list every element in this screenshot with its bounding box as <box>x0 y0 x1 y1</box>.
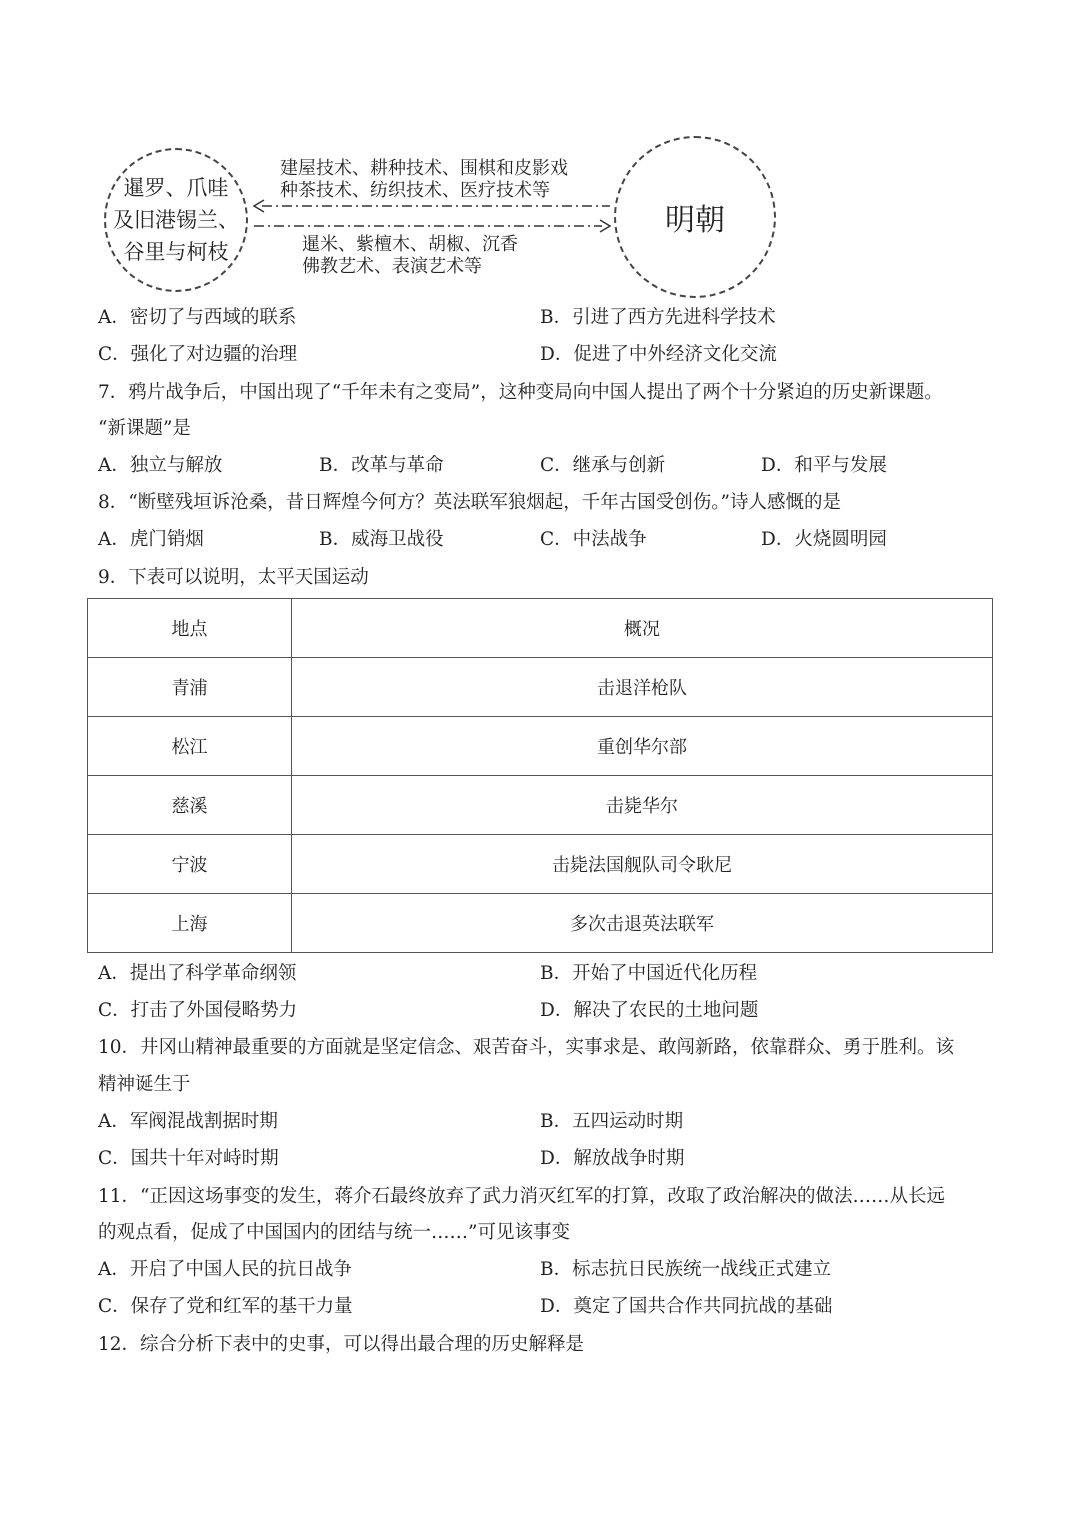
option[interactable]: C．国共十年对峙时期 <box>98 1148 279 1169</box>
export-line: 种茶技术、纺织技术、医疗技术等 <box>280 180 550 201</box>
table-row <box>88 717 993 776</box>
table-cell: 慈溪 <box>88 776 292 835</box>
export-line: 建屋技术、耕种技术、围棋和皮影戏 <box>280 158 568 179</box>
import-text <box>302 234 518 278</box>
left-circle-line: 谷里与柯枝 <box>123 240 229 264</box>
ming-dynasty-circle <box>614 136 776 298</box>
option[interactable]: D．和平与发展 <box>761 455 887 476</box>
question-stem: “新课题”是 <box>98 418 191 439</box>
question-stem: 9．下表可以说明，太平天国运动 <box>98 567 369 588</box>
table-cell: 击毙法国舰队司令耿尼 <box>292 835 993 894</box>
ming-dynasty-label: 明朝 <box>665 203 725 238</box>
table-cell: 击退洋枪队 <box>292 658 993 717</box>
table-cell: 击毙华尔 <box>292 776 993 835</box>
option[interactable]: A．提出了科学革命纲领 <box>98 963 297 984</box>
table-cell: 青浦 <box>88 658 292 717</box>
option[interactable]: C．打击了外国侵略势力 <box>98 1000 298 1021</box>
question-stem: 12．综合分析下表中的史事，可以得出最合理的历史解释是 <box>98 1334 585 1355</box>
table-cell: 松江 <box>88 717 292 776</box>
table-row <box>88 658 993 717</box>
option[interactable]: C．中法战争 <box>540 529 647 550</box>
question-stem: 精神诞生于 <box>98 1074 191 1095</box>
option[interactable]: D．解放战争时期 <box>540 1148 685 1169</box>
right-arrow-icon <box>254 220 610 232</box>
table-cell: 多次击退英法联军 <box>292 894 993 953</box>
option[interactable]: A．密切了与西域的联系 <box>98 307 297 328</box>
left-arrow-icon <box>254 200 610 212</box>
option[interactable]: A．军阀混战割据时期 <box>98 1111 278 1132</box>
question-stem: 8．“断壁残垣诉沧桑，昔日辉煌今何方？英法联军狼烟起，千年古国受创伤。”诗人感慨的是 <box>98 492 841 513</box>
option[interactable]: B．开始了中国近代化历程 <box>540 963 758 984</box>
table-row <box>88 894 993 953</box>
option[interactable]: C．继承与创新 <box>540 455 666 476</box>
exchange-arrows <box>250 196 614 236</box>
option[interactable]: C．强化了对边疆的治理 <box>98 344 298 365</box>
question-stem: 的观点看，促成了中国国内的团结与统一……”可见该事变 <box>98 1222 570 1243</box>
option[interactable]: B．引进了西方先进科学技术 <box>540 307 776 328</box>
option[interactable]: B．威海卫战役 <box>319 529 444 550</box>
table-cell: 上海 <box>88 894 292 953</box>
option[interactable]: D．解决了农民的土地问题 <box>540 1000 759 1021</box>
taiping-table <box>87 598 993 953</box>
left-circle-line: 暹罗、爪哇 <box>123 176 229 200</box>
option[interactable]: D．促进了中外经济文化交流 <box>540 344 777 365</box>
option[interactable]: B．五四运动时期 <box>540 1111 684 1132</box>
option[interactable]: D．火烧圆明园 <box>761 529 887 550</box>
table-cell: 重创华尔部 <box>292 717 993 776</box>
table-row <box>88 835 993 894</box>
question-stem: 7．鸦片战争后，中国出现了“千年未有之变局”，这种变局向中国人提出了两个十分紧迫的历史新课题。 <box>98 382 943 403</box>
question-stem: 10．井冈山精神最重要的方面就是坚定信念、艰苦奋斗，实事求是、敢闯新路，依靠群众、勇于胜利。该 <box>98 1037 955 1058</box>
left-circle-line: 及旧港锡兰、 <box>113 208 239 232</box>
table-header: 地点 <box>88 599 292 658</box>
import-line: 暹米、紫檀木、胡椒、沉香 <box>302 234 518 255</box>
table-header: 概况 <box>292 599 993 658</box>
southeast-asia-circle <box>104 148 248 292</box>
table-cell: 宁波 <box>88 835 292 894</box>
option[interactable]: D．奠定了国共合作共同抗战的基础 <box>540 1296 833 1317</box>
table-row <box>88 776 993 835</box>
question-stem: 11．“正因这场事变的发生，蒋介石最终放弃了武力消灭红军的打算，改取了政治解决的做法……从长远 <box>98 1186 946 1207</box>
option[interactable]: B．改革与革命 <box>319 455 444 476</box>
table-header-row <box>88 599 993 658</box>
option[interactable]: A．虎门销烟 <box>98 529 204 550</box>
option[interactable]: A．独立与解放 <box>98 455 223 476</box>
option[interactable]: C．保存了党和红军的基干力量 <box>98 1296 353 1317</box>
option[interactable]: A．开启了中国人民的抗日战争 <box>98 1259 352 1280</box>
option[interactable]: B．标志抗日民族统一战线正式建立 <box>540 1259 832 1280</box>
import-line: 佛教艺术、表演艺术等 <box>302 256 482 277</box>
